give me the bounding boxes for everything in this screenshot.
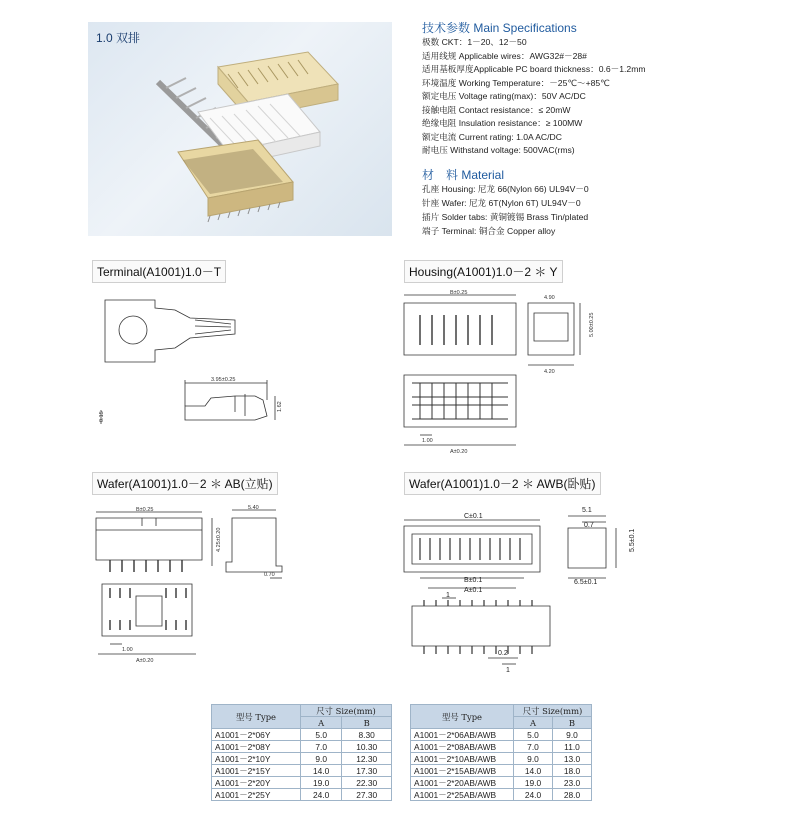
spec-line: 极数 CKT：1－20、12－50 — [422, 37, 527, 47]
wafer-awb-side-view — [568, 528, 606, 568]
housing-dim-h: 5.00±0.25 — [589, 312, 595, 337]
housing-dim-w: 4.90 — [544, 295, 555, 301]
size-table-y — [211, 704, 392, 801]
table-header-a: A — [301, 717, 342, 729]
terminal-dim-h2: 1.62 — [277, 401, 283, 412]
housing-dim-d: 4.20 — [544, 369, 555, 375]
spec-line: 适用线规 Applicable wires：AWG32#－28# — [422, 50, 587, 61]
table-row: A1001－2*15Y 14.0 17.30 — [212, 765, 392, 777]
table-row: A1001－2*10Y 9.0 12.30 — [212, 753, 392, 765]
table-header-size: 尺寸 Size(mm) — [301, 705, 392, 717]
wafer-ab-dim-h: 4.25±0.20 — [216, 527, 222, 552]
wafer-ab-drawing — [92, 502, 292, 672]
wafer-awb-dim-a: A±0.1 — [464, 587, 483, 594]
wafer-awb-dim-w1: 5.1 — [582, 507, 592, 514]
table-header-type: 型号 Type — [411, 705, 514, 729]
spec-line: 耐电压 Withstand voltage: 500VAC(rms) — [422, 145, 575, 155]
wafer-awb-dim-pitch2: 0.2 — [498, 650, 508, 657]
spec-line: 绝缘电阻 Insulation resistance：≥ 100MW — [422, 118, 583, 128]
size-table-ab — [410, 704, 592, 801]
wafer-awb-dim-w2: 0.7 — [584, 522, 594, 529]
table-header-size: 尺寸 Size(mm) — [514, 705, 592, 717]
terminal-dim-length: 3.95±0.25 — [211, 377, 236, 383]
table-row: A1001－2*25Y 24.0 27.30 — [212, 789, 392, 801]
table-row: A1001－2*08Y 7.0 10.30 — [212, 741, 392, 753]
table-row: A1001－2*10AB/AWB 9.0 13.0 — [411, 753, 592, 765]
wafer-awb-section-label: Wafer(A1001)1.0－2 ＊ AWB(卧贴) — [404, 472, 601, 495]
wafer-ab-side-view — [226, 518, 282, 572]
table-row: A1001－2*20Y 19.0 22.30 — [212, 777, 392, 789]
table-row: A1001－2*06Y 5.0 8.30 — [212, 729, 392, 741]
housing-drawing — [398, 285, 595, 455]
table-header-b: B — [342, 717, 392, 729]
terminal-drawing — [95, 290, 295, 440]
spec-line: 适用基板厚度Applicable PC board thickness：0.6－1.2mm — [422, 64, 646, 74]
housing-front-view — [404, 303, 516, 355]
table-row: A1001－2*06AB/AWB 5.0 9.0 — [411, 729, 592, 741]
material-line: 孔座 Housing: 尼龙 66(Nylon 66) UL94V－0 — [422, 184, 589, 194]
wafer-awb-dim-pitch3: 1 — [506, 667, 510, 674]
wafer-awb-bottom-view — [412, 606, 550, 646]
housing-dim-pitch: 1.00 — [422, 438, 433, 444]
material-title: 材 料 Material — [422, 168, 505, 182]
wafer-awb-dim-c: C±0.1 — [464, 513, 483, 520]
wafer-awb-dim-h: 5.5±0.1 — [629, 528, 636, 552]
table-header-b: B — [553, 717, 592, 729]
material-list — [422, 183, 589, 239]
specs-title: 技术参数 Main Specifications — [422, 21, 577, 35]
housing-side-view — [528, 303, 574, 355]
terminal-top-view — [105, 300, 235, 362]
terminal-dim-h1: 0.15 — [99, 411, 105, 422]
terminal-side-view — [185, 396, 267, 420]
table-row: A1001－2*20AB/AWB 19.0 23.0 — [411, 777, 592, 789]
spec-line: 额定电流 Current rating: 1.0A AC/DC — [422, 131, 562, 142]
material-line: 插片 Solder tabs: 黄铜镀锡 Brass Tin/plated — [422, 212, 589, 222]
table-header-type: 型号 Type — [212, 705, 301, 729]
photo-title: 1.0 双排 — [96, 31, 141, 45]
housing-dim-b: B±0.25 — [450, 290, 468, 296]
wafer-ab-dim-pitch: 1.00 — [122, 647, 133, 653]
spec-line: 额定电压 Voltage rating(max)：50V AC/DC — [422, 91, 586, 101]
wafer-awb-dim-b: B±0.1 — [464, 577, 483, 584]
spec-line: 环境温度 Working Temperature：－25℃～+85℃ — [422, 77, 610, 88]
table-row: A1001－2*25AB/AWB 24.0 28.0 — [411, 789, 592, 801]
wafer-awb-dim-pitch1: 1 — [446, 592, 450, 599]
product-photo-panel — [88, 22, 392, 236]
wafer-awb-drawing — [398, 502, 638, 682]
material-line: 端子 Terminal: 铜合金 Copper alloy — [422, 226, 556, 236]
table-row: A1001－2*15AB/AWB 14.0 18.0 — [411, 765, 592, 777]
spec-line: 接触电阻 Contact resistance：≤ 20mW — [422, 104, 571, 115]
wafer-ab-front-view — [96, 518, 202, 560]
product-photo — [88, 22, 392, 236]
wafer-ab-dim-w: 5.40 — [248, 505, 259, 511]
wafer-awb-dim-d: 6.5±0.1 — [574, 579, 598, 586]
table-header-a: A — [514, 717, 553, 729]
wafer-ab-bottom-view — [102, 584, 192, 636]
wafer-ab-dim-b: B±0.25 — [136, 507, 154, 513]
terminal-section-label: Terminal(A1001)1.0－T — [92, 260, 226, 283]
wafer-ab-dim-a: A±0.20 — [136, 658, 154, 664]
wafer-ab-section-label: Wafer(A1001)1.0－2 ＊ AB(立贴) — [92, 472, 278, 495]
housing-dim-a: A±0.20 — [450, 449, 468, 455]
specs-list — [422, 36, 646, 158]
table-row: A1001－2*08AB/AWB 7.0 11.0 — [411, 741, 592, 753]
housing-section-label: Housing(A1001)1.0－2 ＊ Y — [404, 260, 563, 283]
material-line: 针座 Wafer: 尼龙 6T(Nylon 6T) UL94V－0 — [422, 198, 581, 208]
wafer-ab-dim-t: 0.70 — [264, 572, 275, 578]
